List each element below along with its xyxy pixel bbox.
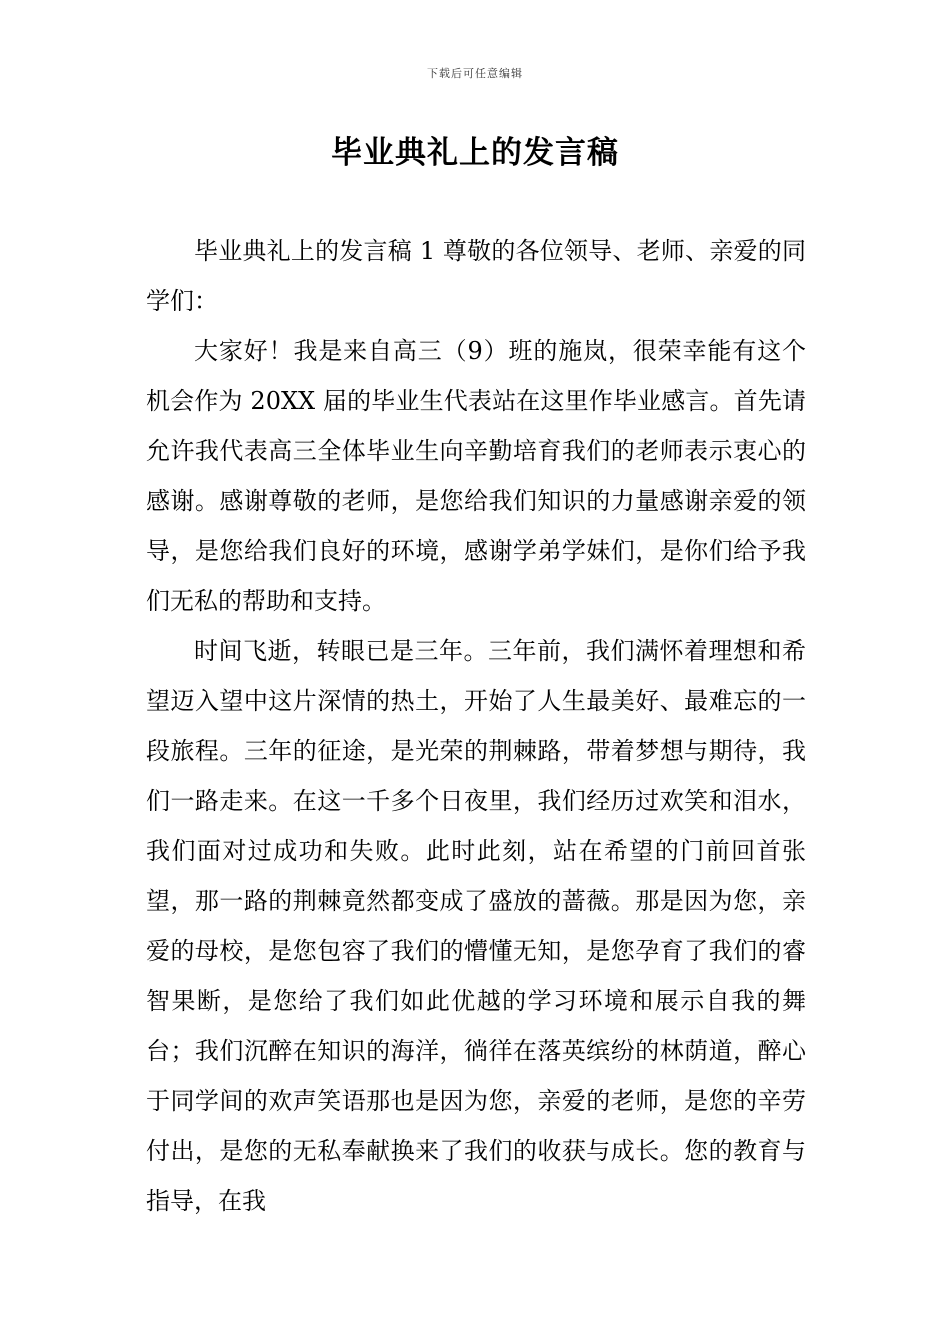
- document-title: 毕业典礼上的发言稿: [331, 135, 619, 171]
- document-body: [146, 226, 806, 1226]
- header-note: 下载后可任意编辑: [427, 67, 523, 80]
- paragraph-greeting: 毕业典礼上的发言稿 1 尊敬的各位领导、老师、亲爱的同学们：: [146, 237, 806, 315]
- paragraph-introduction: 大家好！我是来自高三（9）班的施岚，很荣幸能有这个机会作为 20XX 届的毕业生代表站在这里作毕业感言。首先请允许我代表高三全体毕业生向辛勤培育我们的老师表示衷心的感谢。感谢尊敬的老师，是您给我们知识的力量感谢亲爱的领导，是您给我们良好的环境，感谢学弟学妹们，是你们给予我们无私的帮助和支持。: [146, 337, 806, 615]
- paragraph-reflection: 时间飞逝，转眼已是三年。三年前，我们满怀着理想和希望迈入望中这片深情的热土，开始了人生最美好、最难忘的一段旅程。三年的征途，是光荣的荆棘路，带着梦想与期待，我们一路走来。在这一千多个日夜里，我们经历过欢笑和泪水，我们面对过成功和失败。此时此刻，站在希望的门前回首张望，那一路的荆棘竟然都变成了盛放的蔷薇。那是因为您，亲爱的母校，是您包容了我们的懵懂无知，是您孕育了我们的睿智果断，是您给了我们如此优越的学习环境和展示自我的舞台；我们沉醉在知识的海洋，徜徉在落英缤纷的林荫道，醉心于同学间的欢声笑语那也是因为您，亲爱的老师，是您的辛劳付出，是您的无私奉献换来了我们的收获与成长。您的教育与指导，在我: [146, 637, 806, 1215]
